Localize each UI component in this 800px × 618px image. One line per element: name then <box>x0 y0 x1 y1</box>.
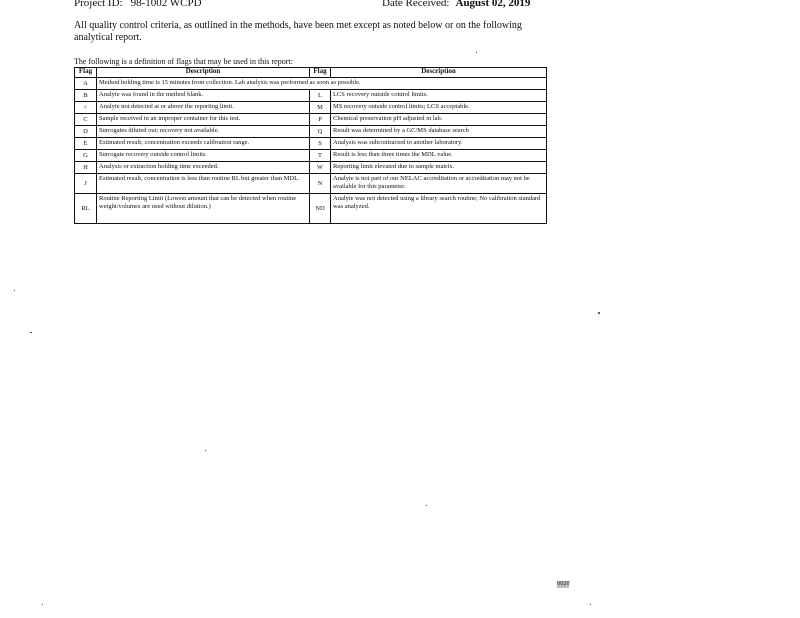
scan-speck <box>598 312 601 315</box>
flag-description: LCS recovery outside control limits. <box>331 90 547 102</box>
date-received <box>382 0 530 10</box>
flag-code: M <box>310 102 331 114</box>
report-header <box>74 0 544 10</box>
flag-description: Surrogate recovery outside control limits <box>97 150 310 162</box>
scan-speck <box>14 290 15 291</box>
table-row <box>75 126 547 138</box>
scan-speck <box>30 332 32 333</box>
flag-code: A <box>75 78 97 90</box>
flag-header: Flag <box>310 68 331 78</box>
flag-description: Routine Reporting Limit (Lowest amount that can be detected when routine weight/volumes are used without dilution.) <box>97 194 310 224</box>
flag-description: Estimated result, concentration is less than routine RL but greater than MDL. <box>97 174 310 194</box>
table-row <box>75 114 547 126</box>
description-header: Description <box>331 68 547 78</box>
table-row <box>75 174 547 194</box>
table-row <box>75 78 547 90</box>
flag-description: Reporting limit elevated due to sample matrix. <box>331 162 547 174</box>
table-row <box>75 150 547 162</box>
flags-intro: The following is a definition of flags that may be used in this report: <box>74 57 293 66</box>
table-header-row <box>75 68 547 78</box>
table-row <box>75 102 547 114</box>
flag-code: D <box>75 126 97 138</box>
flag-description: Analyte was not detected using a library search routine; No calibration standard was analyzed. <box>331 194 547 224</box>
scan-speck <box>590 604 591 605</box>
flag-description: Surrogates diluted out; recovery not available. <box>97 126 310 138</box>
flag-description: MS recovery outside control limits; LCS acceptable. <box>331 102 547 114</box>
table-row <box>75 162 547 174</box>
table-row <box>75 138 547 150</box>
flag-code: P <box>310 114 331 126</box>
flag-description: Analyte not detected at or above the reporting limit. <box>97 102 310 114</box>
scan-speck <box>205 450 206 451</box>
flag-code: L <box>310 90 331 102</box>
flag-code: C <box>75 114 97 126</box>
description-header: Description <box>97 68 310 78</box>
flag-definitions-table <box>74 67 547 224</box>
flag-description: Analysis or extraction holding time exceeded. <box>97 162 310 174</box>
table-row <box>75 90 547 102</box>
flag-description: Analyte is not part of our NELAC accreditation or accreditation may not be available for this parameter. <box>331 174 547 194</box>
flag-code: T <box>310 150 331 162</box>
scan-speck <box>426 505 427 506</box>
flag-code: < <box>75 102 97 114</box>
flag-description: Method holding time is 15 minutes from collection. Lab analysis was performed as soon as possible. <box>97 78 547 90</box>
project-label: Project ID: <box>74 0 123 9</box>
page-stamp: 0020 <box>557 581 570 587</box>
date-value: August 02, 2019 <box>455 0 531 9</box>
flag-description: Result was determined by a GC/MS database search <box>331 126 547 138</box>
scan-speck <box>476 52 477 53</box>
project-info <box>74 0 202 10</box>
flag-description: Result is less than three times the MDL value. <box>331 150 547 162</box>
flag-code: S <box>310 138 331 150</box>
scan-speck <box>42 604 43 605</box>
flag-header: Flag <box>75 68 97 78</box>
flag-code: H <box>75 162 97 174</box>
flag-description: Sample received in an improper container for this test. <box>97 114 310 126</box>
flag-code: Q <box>310 126 331 138</box>
date-label: Date Received: <box>382 0 450 9</box>
table-row <box>75 194 547 224</box>
flag-description: Analysis was subcontracted to another laboratory. <box>331 138 547 150</box>
flag-code: ND <box>310 194 331 224</box>
flag-code: W <box>310 162 331 174</box>
flag-code: G <box>75 150 97 162</box>
flag-code: N <box>310 174 331 194</box>
flag-description: Estimated result; concentration exceeds calibration range. <box>97 138 310 150</box>
flag-code: B <box>75 90 97 102</box>
project-id: 98-1002 WCPD <box>130 0 202 9</box>
flag-code: E <box>75 138 97 150</box>
flag-description: Analyte was found in the method blank. <box>97 90 310 102</box>
flag-description: Chemical preservation pH adjusted in lab. <box>331 114 547 126</box>
qc-note: All quality control criteria, as outlined in the methods, have been met except as noted below or on the following analytical report. <box>74 20 522 43</box>
flag-code: J <box>75 174 97 194</box>
flag-code: RL <box>75 194 97 224</box>
